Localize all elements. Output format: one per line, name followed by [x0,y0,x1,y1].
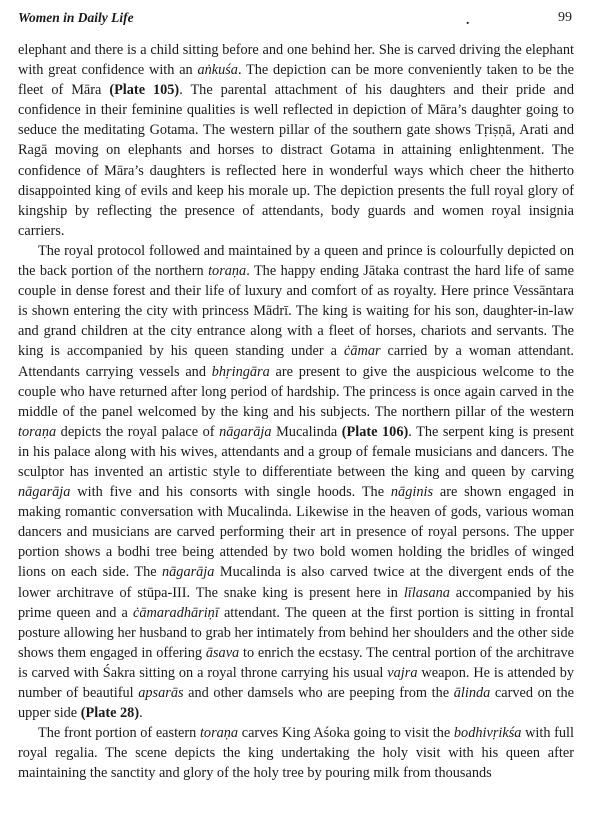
italic-term: nāgarāja [18,484,71,501]
text-run: . The parental attachment of his daughters and their pride and confidence in their feminine qualities is well reflected in depiction of Māra’s daughter going to seduce the meditating Gotama. The western pillar of the southern gate shows Tṛiṣṇā, Arati and Ragā moving on elephants and horses to distract Gotama in attaining enlightenment. The confidence of Māra’s daughters is reflected here in wonderful ways which cheer the hitherto disappointed king of evils and keep his morale up. The depiction presents the full royal glory of kingship by reflecting the presence of attendants, body guards and women royal insignia carriers. [18,82,574,239]
text-run: . The depiction can be more conveniently taken to be the fleet of Māra [18,62,574,99]
text-run: carves King Aśoka going to visit the [238,725,454,742]
text-run: elephant and there is a child sitting before and one behind her. She is carved driving the elephant with great confidence with an [18,42,574,79]
text-run: depicts the royal palace of [56,423,220,440]
text-run: Mucalinda is also carved twice at the divergent ends of the lower architrave of stūpa-III. The snake king is present here in [18,564,574,601]
italic-term: aṅkuśa [197,62,238,79]
text-run: are present to give the auspicious welcome to the couple who have returned after long period of hardship. The princess is once again carved in the middle of the panel welcomed by the king and his subjects. The northern pillar of the western [18,363,574,420]
italic-term: ċāmar [344,343,381,360]
italic-term: vajra [387,664,418,681]
chapter-title: Women in Daily Life [18,10,134,25]
running-header [18,10,572,32]
paragraph [18,241,574,723]
plate-reference: (Plate 28) [80,705,140,722]
paragraph [18,723,574,783]
italic-term: bodhivṛikśa [453,725,522,742]
italic-term: ċāmaradhāriṇī [133,604,219,621]
text-run: to enrich the ecstasy. The central portion of the architrave is carved with Śakra sitting on a royal throne carrying his usual [18,644,574,681]
text-run: with full royal regalia. The scene depicts the king undertaking the holy visit with his queen after maintaining the sanctity and glory of the holy tree by pouring milk from thousands [18,725,574,782]
italic-term: ālinda [453,685,491,701]
page-number: 99 [558,10,572,25]
text-run: are shown engaged in making romantic conversation with Mucalinda. Likewise in the heaven of gods, various woman dancers and musicians are carved performing their art in presence of royal persons. The upper portion shows a bodhi tree being attended by two bold women holding the bridles of winged lions on each side. The [18,484,574,581]
header-dot: . [466,12,470,27]
text-run: weapon. He is attended by number of beautiful [18,664,574,701]
paragraph [18,40,574,241]
text-run: and other damsels who are peeping from the [183,685,454,701]
italic-term: līlasana [403,584,450,601]
plate-reference: (Plate 105) [109,82,180,99]
italic-term: toraṇa [18,423,57,440]
italic-term: nāginis [390,484,434,501]
text-run: carried by a woman attendant. Attendants carrying vessels and [18,343,575,380]
text-run: with five and his consorts with single hoods. The [70,484,391,501]
text-run: Mucalinda [271,423,342,440]
text-run: The royal protocol followed and maintained by a queen and prince is colourfully depicted on the back portion of the northern [18,242,574,280]
plate-reference: (Plate 106) [341,423,409,440]
italic-term: toraṇa [208,263,247,280]
italic-term: nāgarāja [162,564,215,581]
text-run: The front portion of eastern [38,725,200,742]
text-run: . [139,705,143,722]
italic-term: toraṇa [199,725,239,742]
text-run: attendant. The queen at the first portion is sitting in frontal posture allowing her husband to grab her intimately from behind her shoulders and the other side shows them engaged in offering [18,604,574,661]
italic-term: nāgarāja [219,423,272,440]
italic-term: apsarās [138,685,184,701]
text-run: . The happy ending Jātaka contrast the hard life of same couple in dense forest and their life of luxury and comfort of as royalty. Here prince Vessāntara is shown entering the city with princess Mādrī. The king is waiting for his son, daughter-in-law and grand children at the city entrance along with a fleet of horses, chariots and servants. The king is accompanied by his queen standing under a [18,263,574,360]
text-run: accompanied by his prime queen and a [18,584,574,621]
italic-term: bhṛingāra [211,363,270,380]
text-run: carved on the upper side [18,685,574,722]
text-run: . The serpent king is present in his palace along with his wives, attendants and a group of female musicians and dancers. The sculptor has invented an artistic style to differentiate between the king and queen by carving [18,423,574,480]
body-text [18,40,574,830]
italic-term: āsava [205,644,240,661]
